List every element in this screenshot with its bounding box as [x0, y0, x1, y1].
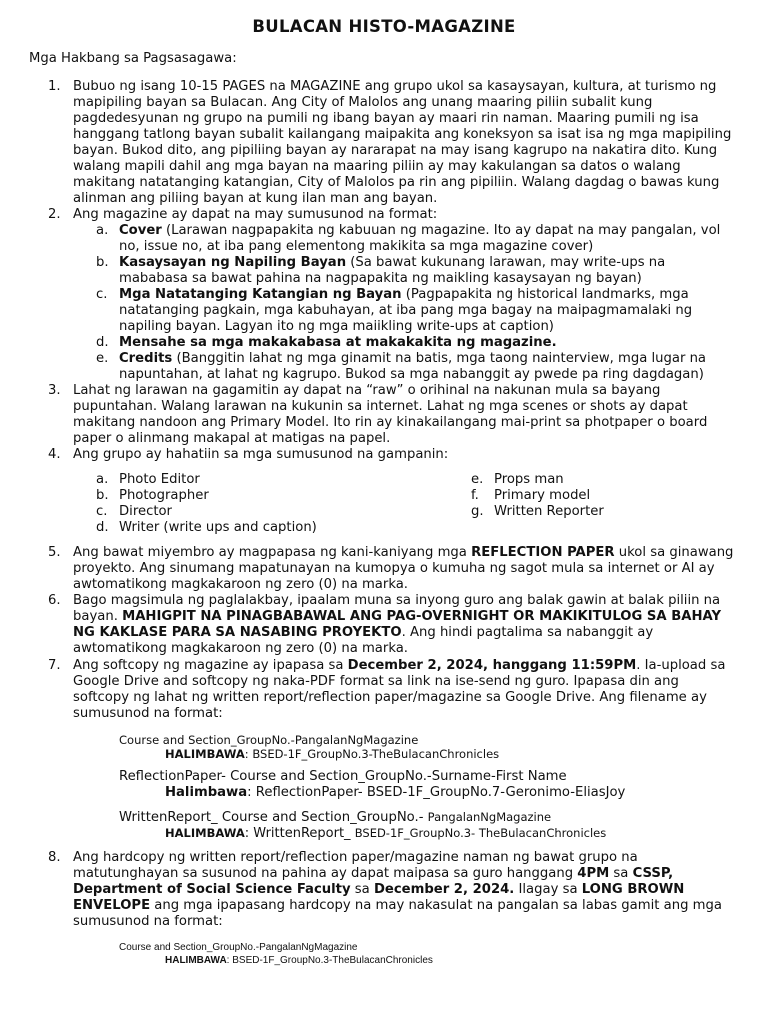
format-d-bold: Mensahe sa mga makakabasa at makakakita ng magazine.: [119, 335, 557, 350]
written-filename-example: HALIMBAWA: WrittenReport_ BSED-1F_GroupNo.3- TheBulacanChronicles: [165, 826, 607, 841]
role-item: f. Primary model: [471, 488, 591, 503]
reflection-filename-format: ReflectionPaper- Course and Section_GroupNo.-Surname-First Name Halimbawa: ReflectionPaper- BSED-1F_GroupNo.7-Geronimo-EliasJoy: [119, 769, 626, 800]
format-e-bold: Credits: [119, 351, 173, 366]
format-a-bold: Cover: [119, 223, 162, 238]
item-1-text: Bubuo ng isang 10-15 PAGES na MAGAZINE ang grupo ukol sa kasaysayan, kultura, at turismo ng mapipiling bayan sa Bulacan. Ang City of Malolos ang unang maaring piliin subalit kung pagdedesyunan ng grupo na pumili ng ibang bayan ay maari rin naman. Maaring pumili ng isa hanggang tatlong bayan subalit kailangang maipakita ang koneksyon sa isat isa ng mga mapipiling bayan. Bukod dito, ang pipiliing bayan ay nararapat na may isang kagrupo na nakatira dito. Kung walang mapili dahil ang mga bayan na maaring piliin ay may kakulangan sa datos o walang makitang natatanging katangian, City of Malolos pa rin ang pipiliin. Walang dagdag o bawas kung alinman ang piliing bayan at kung ilan man ang bayan.: [73, 79, 732, 206]
role-item: g. Written Reporter: [471, 504, 604, 519]
item-1-number: 1.: [48, 79, 61, 94]
format-b-letter: b.: [96, 255, 109, 270]
item-4-number: 4.: [48, 447, 61, 462]
roles-right-column: [471, 472, 604, 520]
format-a-text: [119, 223, 737, 255]
roles-left-column: [96, 472, 317, 536]
role-item: e. Props man: [471, 472, 564, 487]
role-item: d. Writer (write ups and caption): [96, 520, 317, 535]
role-item: b. Photographer: [96, 488, 209, 503]
item-4-text: Ang grupo ay hahatiin sa mga sumusunod na gampanin:: [73, 447, 449, 462]
item-7-number: 7.: [48, 658, 61, 673]
page-title: BULACAN HISTO-MAGAZINE: [252, 17, 516, 36]
hardcopy-filename-example: HALIMBAWA: BSED-1F_GroupNo.3-TheBulacanChronicles: [165, 955, 433, 966]
format-e-letter: e.: [96, 351, 109, 366]
format-b-text: [119, 255, 737, 287]
format-a-letter: a.: [96, 223, 109, 238]
hardcopy-filename-format: Course and Section_GroupNo.-PangalanNgMagazine HALIMBAWA: BSED-1F_GroupNo.3-TheBulacanChronicles: [119, 942, 433, 966]
item-7-text: Ang softcopy ng magazine ay ipapasa sa December 2, 2024, hanggang 11:59PM. Ia-upload sa Google Drive and softcopy ng naka-PDF format sa link na ise-send ng guro. Ipapasa din ang softcopy ng lahat ng written report/reflection paper/magazine sa Google Drive. Ang filename ay sumusunod na format:: [73, 658, 726, 721]
role-item: c. Director: [96, 504, 172, 519]
magazine-filename-format: Course and Section_GroupNo.-PangalanNgMagazine HALIMBAWA: BSED-1F_GroupNo.3-TheBulacanChronicles: [119, 733, 500, 761]
item-5-number: 5.: [48, 545, 61, 560]
format-b-desc: (Sa bawat kukunang larawan, may write-ups na mababasa sa bawat pahina na nagpapakita ng maikling kasaysayan ng bayan): [119, 255, 666, 286]
format-c-bold: Mga Natatanging Katangian ng Bayan: [119, 287, 402, 302]
item-6-number: 6.: [48, 593, 61, 608]
item-8-number: 8.: [48, 850, 61, 865]
item-8-text: Ang hardcopy ng written report/reflection paper/magazine naman ng bawat grupo na matutunghayan sa susunod na pahina ay dapat maipasa sa guro hanggang 4PM sa CSSP, Department of Social Science Faculty sa December 2, 2024. Ilagay sa LONG BROWN ENVELOPE ang mga ipapasang hardcopy na may nakasulat na pangalan sa labas gamit ang mga sumusunod na format:: [73, 850, 722, 929]
role-item: a. Photo Editor: [96, 472, 200, 487]
item-2-number: 2.: [48, 207, 61, 222]
format-c-text: [119, 287, 737, 335]
item-3-text: Lahat ng larawan na gagamitin ay dapat na “raw” o orihinal na nakunan mula sa bayang pupuntahan. Walang larawan na kukunin sa internet. Lahat ng mga scenes or shots ay dapat makitang nandoon ang Primary Model. Ito rin ay kinakailangang mai-print sa photpaper o board paper o alinmang makapal at matigas na papel.: [73, 383, 708, 446]
format-c-desc: (Pagpapakita ng historical landmarks, mga natatanging pagkain, mga kabuhayan, at iba pang mga bagay na maipagmamalaki ng napiling bayan. Lagyan ito ng mga maiikling write-ups at caption): [119, 287, 693, 334]
item-3-number: 3.: [48, 383, 61, 398]
item-2-text: Ang magazine ay dapat na may sumusunod na format:: [73, 207, 438, 222]
reflection-filename-example: Halimbawa: ReflectionPaper- BSED-1F_GroupNo.7-Geronimo-EliasJoy: [165, 785, 626, 800]
item-5-text: Ang bawat miyembro ay magpapasa ng kani-kaniyang mga REFLECTION PAPER ukol sa ginawang proyekto. Ang sinumang mapatunayan na kumopya o kumuha ng sagot mula sa internet or AI ay awtomatikong magkakaroon ng zero (0) na marka.: [73, 545, 734, 592]
intro-heading: Mga Hakbang sa Pagsasagawa:: [29, 51, 237, 66]
format-c-letter: c.: [96, 287, 108, 302]
format-a-desc: (Larawan nagpapakita ng kabuuan ng magazine. Ito ay dapat na may pangalan, vol no, issue no, at iba pang elementong makikita sa mga magazine cover): [119, 223, 721, 254]
format-d-letter: d.: [96, 335, 109, 350]
format-b-bold: Kasaysayan ng Napiling Bayan: [119, 255, 347, 270]
format-d-text: [119, 335, 737, 351]
format-e-desc: (Banggitin lahat ng mga ginamit na batis, mga taong nainterview, mga lugar na napuntahan, at lahat ng kagrupo. Bukod sa mga nabanggit ay pwede pa ring dagdagan): [119, 351, 707, 382]
item-6-text: Bago magsimula ng paglalakbay, ipaalam muna sa inyong guro ang balak gawin at balak piliin na bayan. MAHIGPIT NA PINAGBABAWAL ANG PAG-OVERNIGHT OR MAKIKITULOG SA BAHAY NG KAKLASE PARA SA NASABING PROYEKTO. Ang hindi pagtalima sa nabanggit ay awtomatikong magkakaroon ng zero (0) na marka.: [73, 593, 722, 656]
magazine-filename-example: HALIMBAWA: BSED-1F_GroupNo.3-TheBulacanChronicles: [165, 747, 500, 761]
format-e-text: [119, 351, 737, 383]
written-filename-format: WrittenReport_ Course and Section_GroupNo.- PangalanNgMagazine HALIMBAWA: WrittenReport_ BSED-1F_GroupNo.3- TheBulacanChronicles: [119, 810, 739, 841]
